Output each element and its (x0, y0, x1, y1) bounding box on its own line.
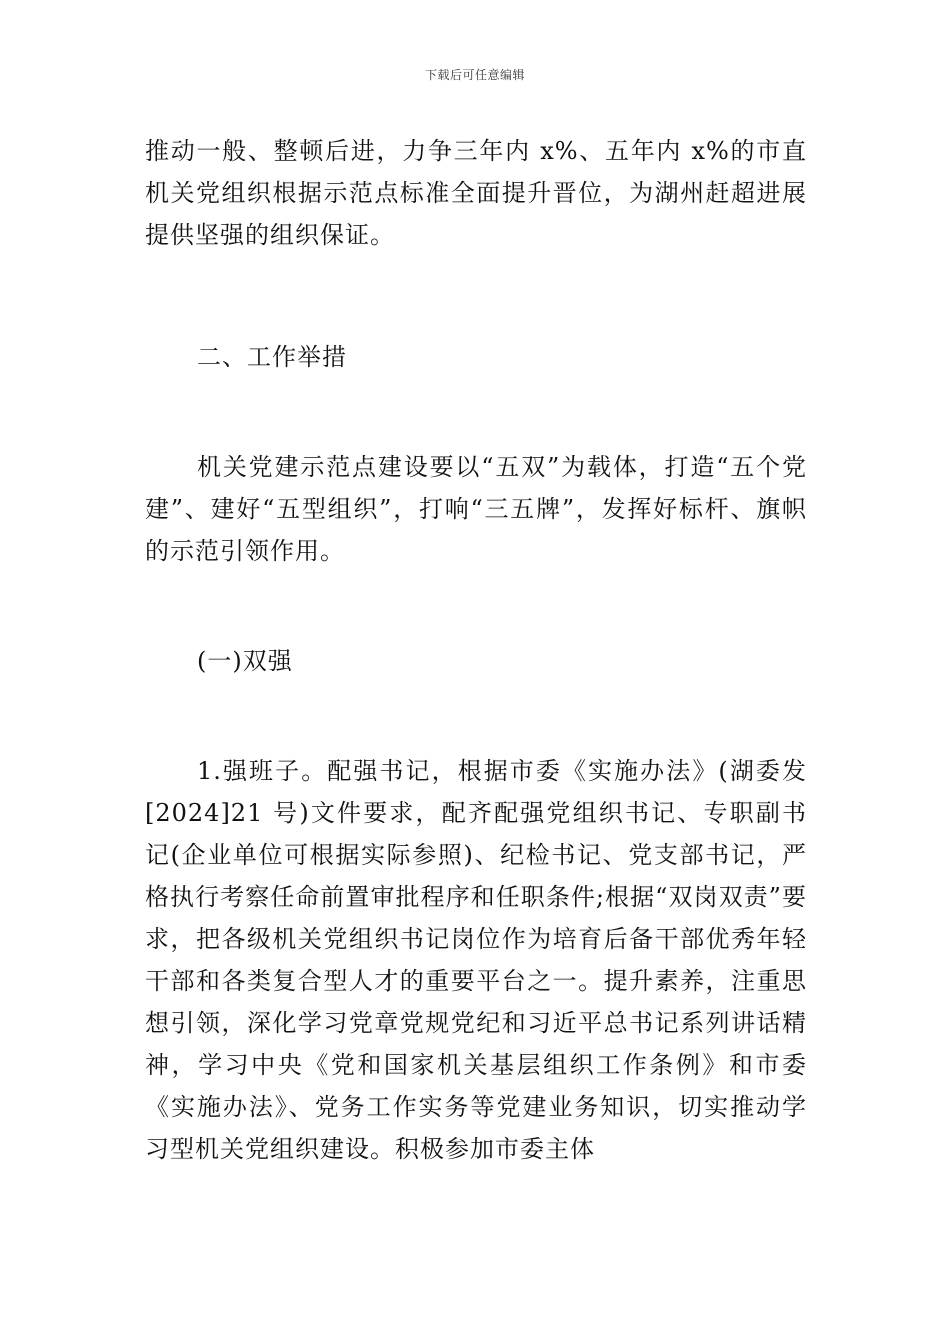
page-header-note: 下载后可任意编辑 (424, 68, 525, 82)
paragraph-strengthen-team: 1.强班子。配强书记，根据市委《实施办法》(湖委发[2024]21 号)文件要求，配齐配强党组织书记、专职副书记(企业单位可根据实际参照)、纪检书记、党支部书记，严格执行考察任命前置审批程序和任职条件;根据“双岗双责”要求，把各级机关党组织书记岗位作为培育后备干部优秀年轻干部和各类复合型人才的重要平台之一。提升素养，注重思想引领，深化学习党章党规党纪和习近平总书记系列讲话精神，学习中央《党和国家机关基层组织工作条例》和市委《实施办法》、党务工作实务等党建业务知识，切实推动学习型机关党组织建设。积极参加市委主体 (145, 757, 807, 1163)
document-body (145, 130, 807, 1170)
paragraph-intro: 机关党建示范点建设要以“五双”为载体，打造“五个党建”、建好“五型组织”，打响“三五牌”，发挥好标杆、旗帜的示范引领作用。 (145, 453, 807, 565)
paragraph-continuation: 推动一般、整顿后进，力争三年内 x%、五年内 x%的市直机关党组织根据示范点标准全面提升晋位，为湖州赶超进展提供坚强的组织保证。 (145, 137, 807, 249)
section-heading-work-measures: 二、工作举措 (197, 343, 347, 371)
subsection-heading-double-strong: (一)双强 (197, 647, 293, 675)
